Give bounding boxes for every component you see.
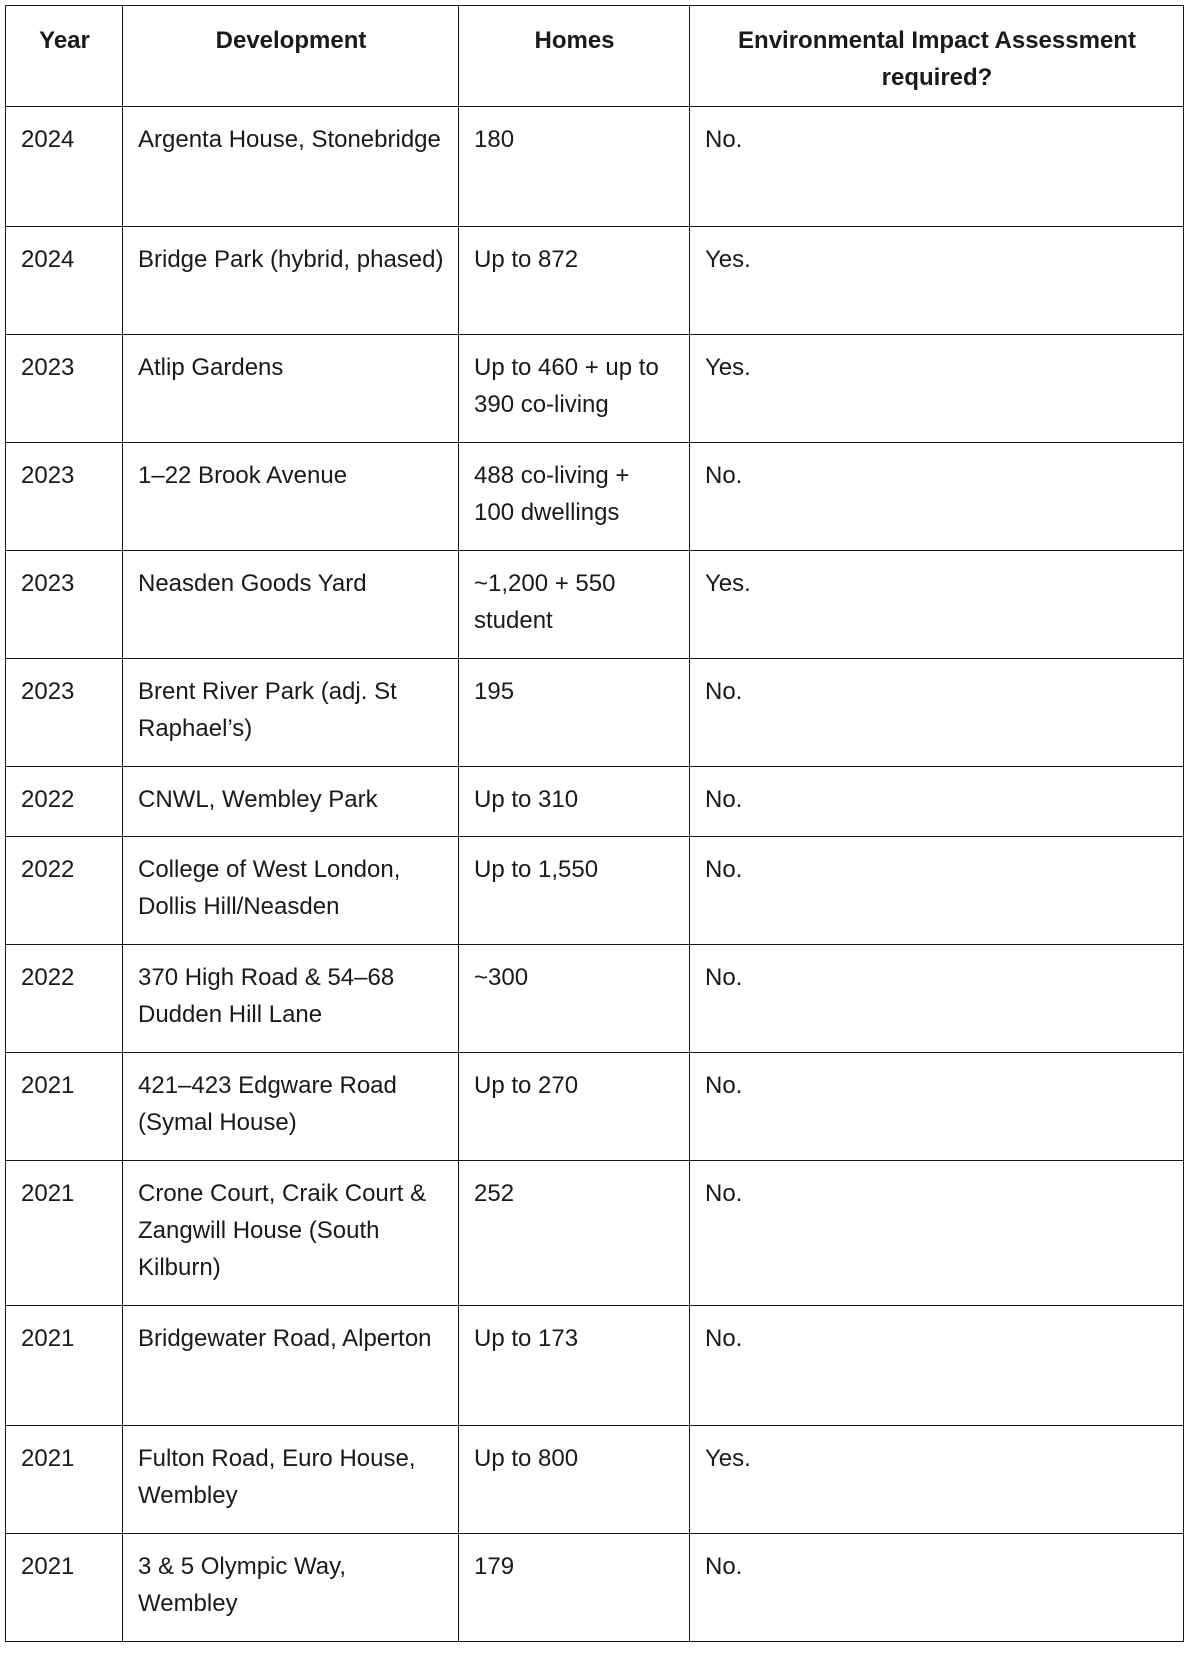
year-cell: 2022	[6, 837, 123, 945]
table-row	[6, 659, 1184, 767]
table-row	[6, 551, 1184, 659]
developments-table	[5, 5, 1184, 1642]
development-cell: CNWL, Wembley Park	[123, 767, 459, 837]
eia-cell: No.	[690, 767, 1184, 837]
year-cell: 2022	[6, 767, 123, 837]
table-row	[6, 1426, 1184, 1534]
eia-cell: No.	[690, 107, 1184, 227]
eia-cell: No.	[690, 1534, 1184, 1642]
homes-cell: Up to 310	[459, 767, 690, 837]
year-cell: 2021	[6, 1053, 123, 1161]
homes-cell: Up to 872	[459, 227, 690, 335]
eia-cell: No.	[690, 443, 1184, 551]
year-cell: 2021	[6, 1306, 123, 1426]
year-cell: 2021	[6, 1534, 123, 1642]
year-cell: 2023	[6, 335, 123, 443]
table-row	[6, 227, 1184, 335]
homes-cell: Up to 460 + up to 390 co-living	[459, 335, 690, 443]
year-cell: 2023	[6, 551, 123, 659]
table-row	[6, 767, 1184, 837]
homes-cell: Up to 270	[459, 1053, 690, 1161]
header-homes: Homes	[459, 6, 690, 107]
year-cell: 2022	[6, 945, 123, 1053]
year-cell: 2021	[6, 1161, 123, 1306]
eia-cell: Yes.	[690, 551, 1184, 659]
homes-cell: Up to 800	[459, 1426, 690, 1534]
development-cell: 3 & 5 Olympic Way, Wembley	[123, 1534, 459, 1642]
eia-cell: No.	[690, 1161, 1184, 1306]
eia-cell: No.	[690, 945, 1184, 1053]
table-row	[6, 1053, 1184, 1161]
homes-cell: ~1,200 + 550 student	[459, 551, 690, 659]
development-cell: 421–423 Edgware Road (Symal House)	[123, 1053, 459, 1161]
development-cell: Fulton Road, Euro House, Wembley	[123, 1426, 459, 1534]
table-row	[6, 1306, 1184, 1426]
development-cell: Bridgewater Road, Alperton	[123, 1306, 459, 1426]
eia-cell: Yes.	[690, 227, 1184, 335]
year-cell: 2024	[6, 227, 123, 335]
year-cell: 2023	[6, 443, 123, 551]
homes-cell: Up to 173	[459, 1306, 690, 1426]
table-row	[6, 1161, 1184, 1306]
eia-cell: Yes.	[690, 335, 1184, 443]
header-development: Development	[123, 6, 459, 107]
header-year: Year	[6, 6, 123, 107]
homes-cell: 252	[459, 1161, 690, 1306]
table-row	[6, 107, 1184, 227]
development-cell: 370 High Road & 54–68 Dudden Hill Lane	[123, 945, 459, 1053]
homes-cell: 195	[459, 659, 690, 767]
eia-cell: No.	[690, 1053, 1184, 1161]
table-row	[6, 1534, 1184, 1642]
eia-cell: No.	[690, 1306, 1184, 1426]
table-row	[6, 335, 1184, 443]
homes-cell: ~300	[459, 945, 690, 1053]
eia-cell: No.	[690, 659, 1184, 767]
year-cell: 2023	[6, 659, 123, 767]
homes-cell: Up to 1,550	[459, 837, 690, 945]
development-cell: Neasden Goods Yard	[123, 551, 459, 659]
header-eia: Environmental Impact Assessment required?	[690, 6, 1184, 107]
table-row	[6, 837, 1184, 945]
year-cell: 2024	[6, 107, 123, 227]
development-cell: Argenta House, Stonebridge	[123, 107, 459, 227]
development-cell: College of West London, Dollis Hill/Neasden	[123, 837, 459, 945]
development-cell: Atlip Gardens	[123, 335, 459, 443]
homes-cell: 179	[459, 1534, 690, 1642]
development-cell: Brent River Park (adj. St Raphael’s)	[123, 659, 459, 767]
table-row	[6, 945, 1184, 1053]
homes-cell: 180	[459, 107, 690, 227]
homes-cell: 488 co-living + 100 dwellings	[459, 443, 690, 551]
development-cell: 1–22 Brook Avenue	[123, 443, 459, 551]
header-row	[6, 6, 1184, 107]
development-cell: Bridge Park (hybrid, phased)	[123, 227, 459, 335]
year-cell: 2021	[6, 1426, 123, 1534]
eia-cell: Yes.	[690, 1426, 1184, 1534]
eia-cell: No.	[690, 837, 1184, 945]
development-cell: Crone Court, Craik Court & Zangwill House (South Kilburn)	[123, 1161, 459, 1306]
table-row	[6, 443, 1184, 551]
